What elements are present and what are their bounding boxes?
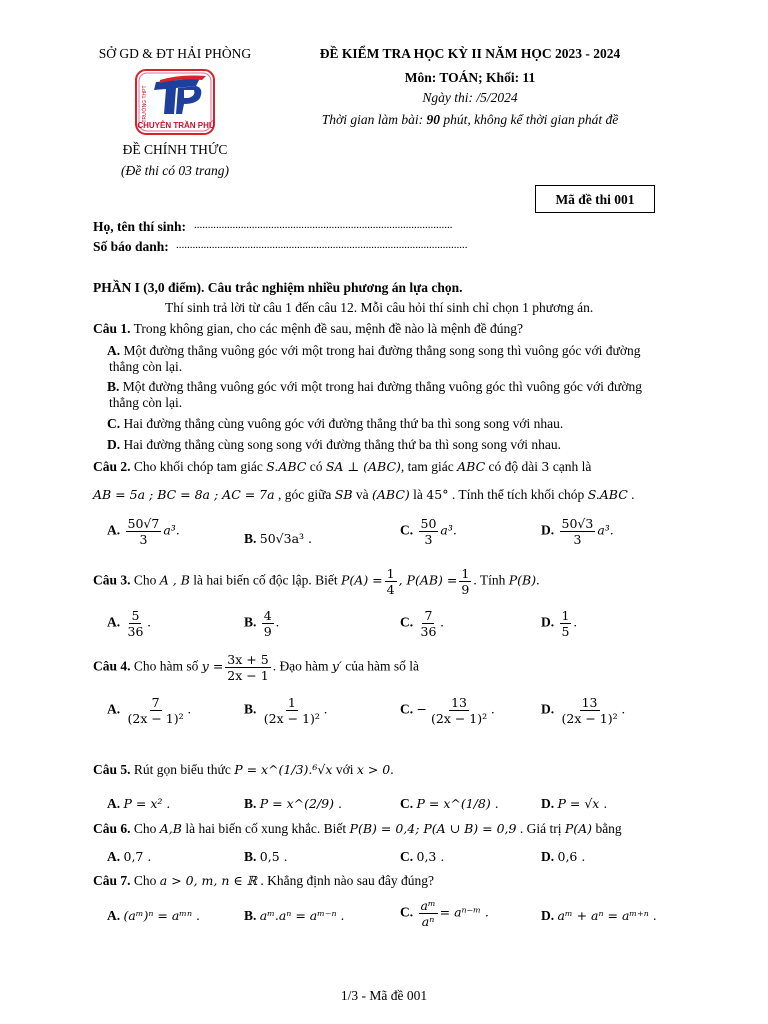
q2-option-c: C. $\frac{50}{3}$ a³. <box>400 516 457 547</box>
q6-option-b: B. 0,5 . <box>244 849 288 864</box>
q3-option-a: A. $\frac{5}{36}$ . <box>107 608 151 639</box>
q2-stem-line1: Câu 2. Cho khối chóp tam giác S.ABC có SA ⊥ (ABC), tam giác ABC có độ dài 3 cạnh là <box>93 459 592 474</box>
q2-option-b: B. 50√3a³ . <box>244 531 312 546</box>
q4-option-a: A. $\frac{7}{\text{(2x − 1)²}}$ . <box>107 695 192 726</box>
q1-option-b-cont: thẳng còn lại. <box>109 395 183 410</box>
q6-option-a: A. 0,7 . <box>107 849 152 864</box>
q3-option-c: C. $\frac{7}{36}$ . <box>400 608 444 639</box>
q5-option-d: D. P = √x . <box>541 796 608 811</box>
q7-option-c: C. $\frac{\text{aᵐ}}{\text{aⁿ}}$ = aⁿ⁻ᵐ . <box>400 898 489 929</box>
student-name-label: Họ, tên thí sinh: <box>93 219 187 234</box>
q5-option-b: B. P = x^(2/9) . <box>244 796 342 811</box>
school-logo <box>130 68 216 136</box>
official-label: ĐỀ CHÍNH THỨC <box>122 142 228 157</box>
q3-option-d: D. $\frac{1}{5}$ . <box>541 608 577 639</box>
q7-option-d: D. aᵐ + aⁿ = aᵐ⁺ⁿ . <box>541 908 657 923</box>
q4-stem: Câu 4. Cho hàm số y = $\frac{3x + 5}{2x - 1}$ . Đạo hàm y′ của hàm số là <box>93 652 420 683</box>
q4-option-d: D. $\frac{13}{\text{(2x − 1)²}}$ . <box>541 695 626 726</box>
student-name-dots: .............................................................................................. <box>194 219 453 231</box>
q6-option-c: C. 0,3 . <box>400 849 445 864</box>
q3-stem: Câu 3. Cho A , B là hai biến cố độc lập. Biết P(A) = $\frac{1}{4}$ , P(AB) = $\frac{1}{9}$ . Tính P(B). <box>93 566 540 597</box>
logo-side-text: TRƯỜNG THPT <box>142 85 148 123</box>
q6-option-d: D. 0,6 . <box>541 849 586 864</box>
q5-option-c: C. P = x^(1/8) . <box>400 796 499 811</box>
q1-option-b: B. Một đường thẳng vuông góc với một trong hai đường thẳng vuông góc thì vuông góc với đường <box>107 379 642 394</box>
part1-instruction: Thí sinh trả lời từ câu 1 đến câu 12. Mỗi câu hỏi thí sinh chỉ chọn 1 phương án. <box>165 300 594 315</box>
page-footer: 1/3 - Mã đề 001 <box>340 988 428 1003</box>
exam-date: Ngày thi: /5/2024 <box>422 90 518 105</box>
q1-stem: Câu 1. Trong không gian, cho các mệnh đề sau, mệnh đề nào là mệnh đề đúng? <box>93 321 524 336</box>
q6-stem: Câu 6. Cho A,B là hai biến cố xung khắc. Biết P(B) = 0,4; P(A ∪ B) = 0,9 . Giá trị P(A) bằng <box>93 821 622 836</box>
part1-title: PHẦN I (3,0 điểm). Câu trắc nghiệm nhiều phương án lựa chọn. <box>93 280 463 295</box>
exam-title: ĐỀ KIỂM TRA HỌC KỲ II NĂM HỌC 2023 - 2024 <box>319 46 621 61</box>
q1-option-a-cont: thẳng còn lại. <box>109 359 183 374</box>
q4-option-b: B. $\frac{1}{\text{(2x − 1)²}}$ . <box>244 695 328 726</box>
exam-duration: Thời gian làm bài: 90 phút, không kể thời gian phát đề <box>321 112 619 127</box>
pages-note: (Đề thi có 03 trang) <box>121 163 229 178</box>
q5-stem: Câu 5. Rút gọn biểu thức P = x^(1/3).⁶√x với x > 0. <box>93 762 394 777</box>
student-id-dots: .......................................................................................................... <box>176 239 468 251</box>
q1-option-a: A. Một đường thẳng vuông góc với một trong hai đường thẳng song song thì vuông góc với đường <box>107 343 641 358</box>
q5-option-a: A. P = x² . <box>107 796 171 811</box>
q7-option-a: A. (aᵐ)ⁿ = aᵐⁿ . <box>107 908 200 923</box>
q7-option-b: B. aᵐ.aⁿ = aᵐ⁻ⁿ . <box>244 908 345 923</box>
logo-school-text: CHUYÊN TRẦN PHÚ <box>137 121 215 130</box>
exam-code-box: Mã đề thi 001 <box>535 185 655 213</box>
q2-option-a: A. $\frac{50√7}{3}$ a³. <box>107 516 180 547</box>
q1-option-d: D. Hai đường thẳng cùng song song với đường thẳng thứ ba thì song song với nhau. <box>107 437 561 452</box>
q7-stem: Câu 7. Cho a > 0, m, n ∈ ℝ . Khẳng định nào sau đây đúng? <box>93 873 434 888</box>
subject: Môn: TOÁN; Khối: 11 <box>404 70 536 85</box>
q4-option-c: C. − $\frac{13}{\text{(2x − 1)²}}$ . <box>400 695 495 726</box>
q2-option-d: D. $\frac{50√3}{3}$ a³. <box>541 516 614 547</box>
q2-stem-line2: AB = 5a ; BC = 8a ; AC = 7a , góc giữa SB và (ABC) là 45° . Tính thể tích khối chóp S.ABC . <box>93 487 635 502</box>
department-name: SỞ GD & ĐT HẢI PHÒNG <box>98 46 252 61</box>
q3-option-b: B. $\frac{4}{9}$ . <box>244 608 280 639</box>
student-id-label: Số báo danh: <box>93 239 169 254</box>
q1-option-c: C. Hai đường thẳng cùng vuông góc với đường thẳng thứ ba thì song song với nhau. <box>107 416 564 431</box>
